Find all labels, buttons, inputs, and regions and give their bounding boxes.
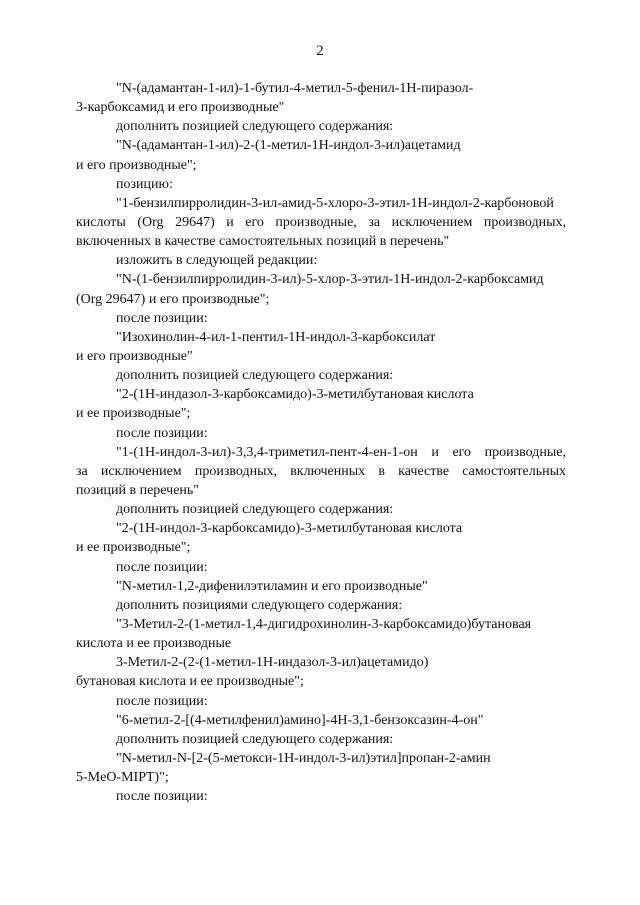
text-line: и ее производные"; xyxy=(76,406,191,422)
text-line: (Org 29647) и его производные"; xyxy=(76,291,270,307)
text-line: за исключением производных, включенных в качестве самостоятельных xyxy=(76,463,566,479)
text-line: включенных в качестве самостоятельных позиций в перечень" xyxy=(76,234,450,250)
text-line: "2-(1H-индол-3-карбоксамидо)-3-метилбутановая кислота xyxy=(116,521,463,537)
text-line: после позиции: xyxy=(116,425,208,441)
text-line: дополнить позицией следующего содержания: xyxy=(116,731,394,747)
text-line: 5-MeO-MIPT)"; xyxy=(76,770,169,786)
text-line: дополнить позицией следующего содержания: xyxy=(116,502,394,518)
text-line: "N-метил-N-[2-(5-метокси-1H-индол-3-ил)этил]пропан-2-амин xyxy=(116,750,491,766)
text-line: "N-(адамантан-1-ил)-2-(1-метил-1H-индол-3-ил)ацетамид xyxy=(116,138,461,154)
text-line: "1-бензилпирролидин-3-ил-амид-5-хлоро-3-этил-1H-индол-2-карбоновой xyxy=(116,195,554,211)
text-line: и его производные"; xyxy=(76,157,197,173)
text-line: дополнить позицией следующего содержания: xyxy=(116,119,394,135)
text-line: 3-карбоксамид и его производные" xyxy=(76,100,285,116)
text-line: и ее производные"; xyxy=(76,540,191,556)
text-line: после позиции: xyxy=(116,693,208,709)
text-line: "1-(1H-индол-3-ил)-3,3,4-триметил-пент-4-ен-1-он и его производные, xyxy=(116,444,566,460)
text-line: после позиции: xyxy=(116,559,208,575)
text-line: "Изохинолин-4-ил-1-пентил-1H-индол-3-карбоксилат xyxy=(116,329,436,345)
text-line: кислоты (Org 29647) и его производные, за исключением производных, xyxy=(76,214,566,230)
text-line: позиций в перечень" xyxy=(76,482,200,498)
text-line: "N-метил-1,2-дифенилэтиламин и его производные" xyxy=(116,578,428,594)
text-line: 3-Метил-2-(2-(1-метил-1H-индазол-3-ил)ацетамидо) xyxy=(116,655,429,671)
text-line: кислота и ее производные xyxy=(76,636,232,652)
text-line: "N-(1-бензилпирролидин-3-ил)-5-хлор-3-этил-1H-индол-2-карбоксамид xyxy=(116,272,544,288)
text-line: "N-(адамантан-1-ил)-1-бутил-4-метил-5-фенил-1H-пиразол- xyxy=(116,81,474,96)
text-line: и его производные" xyxy=(76,348,193,364)
text-line: изложить в следующей редакции: xyxy=(116,253,318,269)
text-line: "3-Метил-2-(1-метил-1,4-дигидрохинолин-3-карбоксамидо)бутановая xyxy=(116,616,532,632)
page-number: 2 xyxy=(316,43,324,59)
text-line: дополнить позицией следующего содержания: xyxy=(116,368,394,384)
text-line: "6-метил-2-[(4-метилфенил)амино]-4H-3,1-бензоксазин-4-он" xyxy=(116,712,484,728)
text-line: "2-(1H-индазол-3-карбоксамидо)-3-метилбутановая кислота xyxy=(116,387,474,403)
document-body xyxy=(76,79,566,806)
text-line: бутановая кислота и ее производные"; xyxy=(76,674,304,690)
text-line: дополнить позициями следующего содержания: xyxy=(116,597,403,613)
text-line: после позиции: xyxy=(116,789,208,805)
text-line: позицию: xyxy=(116,176,173,192)
text-line: после позиции: xyxy=(116,310,208,326)
